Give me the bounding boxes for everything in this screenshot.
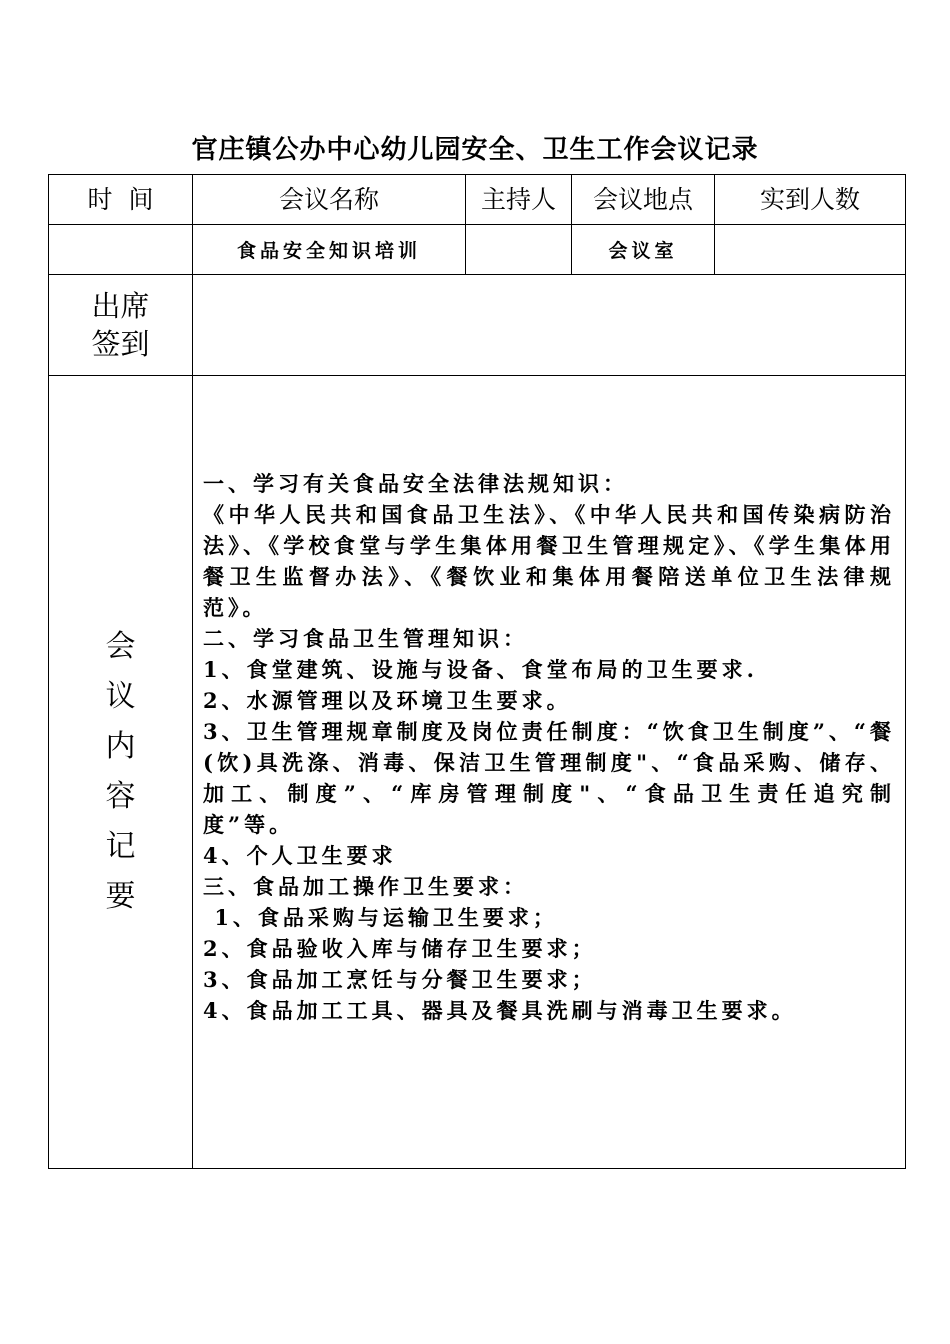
location-value: 会议室: [572, 225, 715, 275]
header-row: [49, 175, 906, 225]
content-line: 3、卫生管理规章制度及岗位责任制度：“饮食卫生制度”、“餐(饮)具洗涤、消毒、保洁卫生管理制度"、“食品采购、储存、加工、制度”、“库房管理制度"、“食品卫生责任追究制度”等。: [203, 719, 895, 837]
content-line: 4、食品加工工具、器具及餐具洗刷与消毒卫生要求。: [203, 998, 797, 1023]
content-label-char: 记: [105, 829, 136, 864]
content-line: 二、学习食品卫生管理知识：: [203, 626, 528, 651]
sign-in-row: [49, 275, 906, 376]
time-value: [49, 225, 193, 275]
content-line: 2、食品验收入库与储存卫生要求；: [203, 936, 597, 961]
content-line: 1、食堂建筑、设施与设备、食堂布局的卫生要求.: [203, 657, 758, 682]
header-host: 主持人: [466, 175, 572, 225]
content-line: 2、水源管理以及环境卫生要求。: [203, 688, 572, 713]
sign-in-area: [193, 275, 906, 376]
sign-in-label-line1: 出席: [91, 289, 150, 323]
content-row: [49, 376, 906, 1169]
meeting-record-table: [48, 174, 906, 1169]
document-title: 官庄镇公办中心幼儿园安全、卫生工作会议记录: [191, 135, 759, 165]
content-label-char: 容: [105, 779, 136, 814]
content-label-char: 议: [105, 679, 136, 714]
attendance-value: [715, 225, 906, 275]
values-row: [49, 225, 906, 275]
header-meeting-name: 会议名称: [193, 175, 466, 225]
content-line: 《中华人民共和国食品卫生法》、《中华人民共和国传染病防治法》、《学校食堂与学生集体用餐卫生管理规定》、《学生集体用餐卫生监督办法》、《餐饮业和集体用餐陪送单位卫生法律规范》。: [203, 502, 895, 620]
header-attendance: 实到人数: [715, 175, 906, 225]
content-area: [193, 376, 906, 1169]
content-label-char: 会: [105, 629, 136, 664]
content-line: 1、食品采购与运输卫生要求；: [203, 905, 558, 930]
content-label-char: 内: [105, 729, 136, 764]
meeting-name-value: 食品安全知识培训: [193, 225, 466, 275]
content-label: [49, 376, 193, 1169]
header-time: 时 间: [49, 175, 193, 225]
content-label-char: 要: [105, 879, 136, 914]
sign-in-label: [49, 275, 193, 376]
content-line: 一、学习有关食品安全法律法规知识：: [203, 471, 628, 496]
sign-in-label-line2: 签到: [91, 327, 150, 361]
content-line: 3、食品加工烹饪与分餐卫生要求；: [203, 967, 597, 992]
content-line: 4、个人卫生要求: [203, 843, 397, 868]
content-body: [203, 376, 895, 1146]
content-line: 三、食品加工操作卫生要求：: [203, 874, 528, 899]
header-location: 会议地点: [572, 175, 715, 225]
host-value: [466, 225, 572, 275]
